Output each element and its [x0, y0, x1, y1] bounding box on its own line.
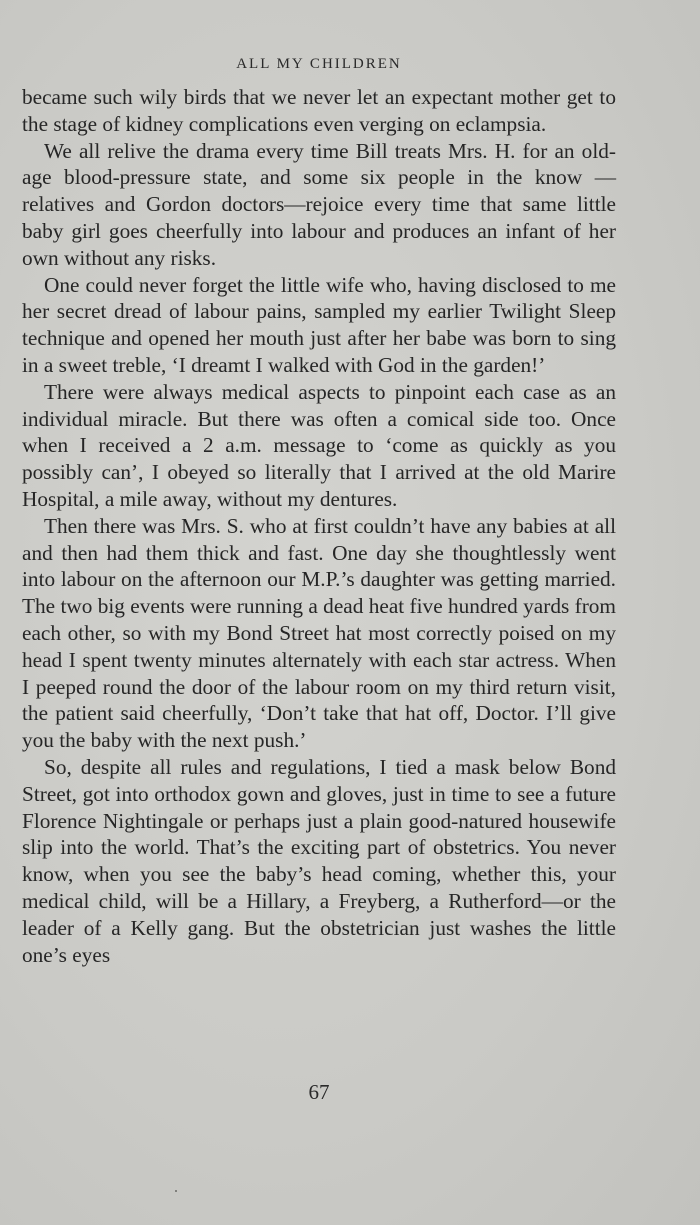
running-head: ALL MY CHILDREN [236, 56, 402, 72]
paragraph-5: Then there was Mrs. S. who at first couldn’t have any babies at all and then had them thick and fast. One day she thoughtlessly went into labour on the afternoon our M.P.’s daughter was getting married. The two big events were running a dead heat five hundred yards from each other, so with my Bond Street hat most correctly poised on my head I spent twenty minutes alternately with each star actress. When I peeped round the door of the labour room on my third return visit, the patient said cheerfully, ‘Don’t take that hat off, Doctor. I’ll give you the baby with the next push.’ [22, 513, 616, 753]
page-number: 67 [308, 1080, 330, 1104]
paragraph-6: So, despite all rules and regulations, I tied a mask below Bond Street, got into orthodox gown and gloves, just in time to see a future Florence Nightingale or perhaps just a plain good-natured housewife slip into the world. That’s the exciting part of obstetrics. You never know, when you see the baby’s head coming, whether this, your medical child, will be a Hillary, a Freyberg, a Rutherford—or the leader of a Kelly gang. But the obstetrician just washes the little one’s eyes [22, 754, 616, 967]
body-text [22, 84, 616, 968]
paragraph-4: There were always medical aspects to pinpoint each case as an individual miracle. But there was often a comical side too. Once when I received a 2 a.m. message to ‘come as quickly as you possibly can’, I obeyed so literally that I arrived at the old Marire Hospital, a mile away, without my dentures. [22, 379, 616, 511]
paragraph-3: One could never forget the little wife who, having disclosed to me her secret dread of labour pains, sampled my earlier Twilight Sleep technique and opened her mouth just after her babe was born to sing in a sweet treble, ‘I dreamt I walked with God in the garden!’ [22, 272, 616, 377]
paragraph-1: became such wily birds that we never let an expectant mother get to the stage of kidney complications even verging on eclampsia. [22, 85, 616, 136]
paragraph-2: We all relive the drama every time Bill treats Mrs. H. for an old-age blood-pressure state, and some six people in the know —relatives and Gordon doctors—rejoice every time that same little baby girl goes cheerfully into labour and produces an infant of her own without any risks. [22, 138, 616, 270]
paper-speck [175, 1190, 177, 1192]
